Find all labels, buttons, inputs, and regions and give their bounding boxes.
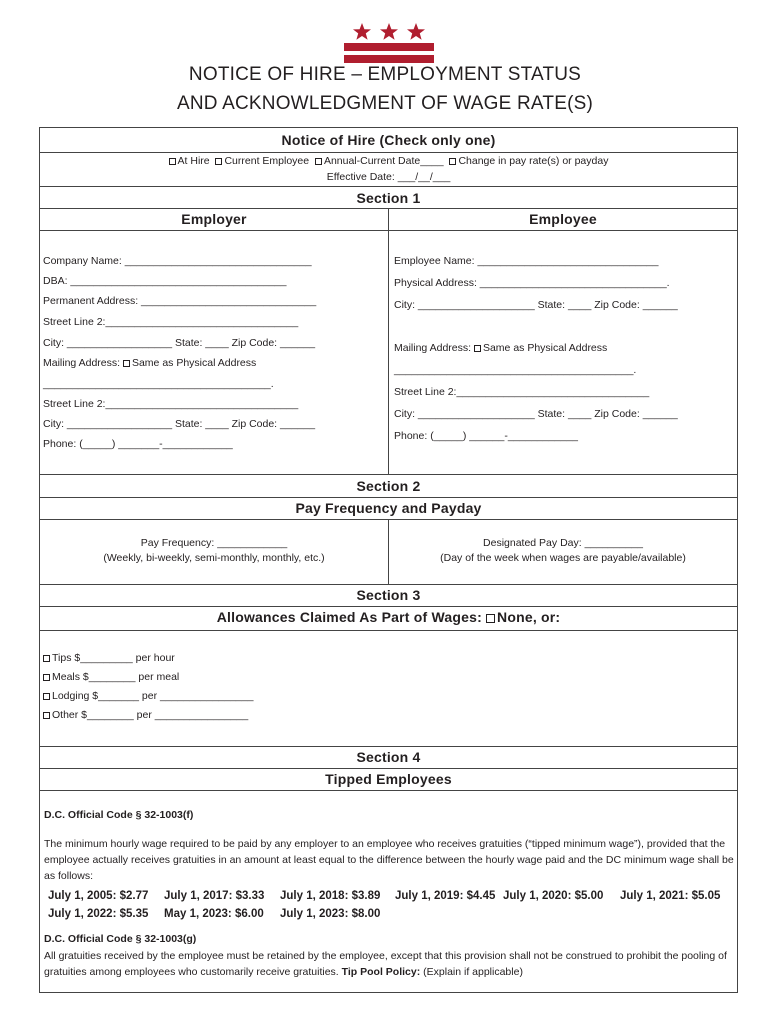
employer-phone-field[interactable]: Phone: (_____) _______-____________ — [43, 438, 233, 450]
designated-pay-day-hint: (Day of the week when wages are payable/available) — [440, 552, 686, 564]
employee-mailing-city-state-zip-field[interactable]: City: ____________________ State: ____ Zip Code: ______ — [394, 408, 678, 420]
permanent-address-field[interactable]: Permanent Address: ______________________________ — [43, 295, 317, 307]
employee-same-as-physical-option[interactable]: Same as Physical Address — [482, 342, 608, 354]
designated-pay-day-field[interactable]: Designated Pay Day: __________ — [483, 537, 643, 549]
checkbox-icon[interactable] — [43, 655, 50, 662]
employee-phone-field[interactable]: Phone: (_____) ______-____________ — [394, 430, 578, 442]
checkbox-icon[interactable] — [215, 158, 222, 165]
wage-rate: July 1, 2005: $2.77 — [48, 890, 149, 902]
pay-frequency-field[interactable]: Pay Frequency: ____________ — [140, 537, 288, 549]
employer-street-line2-field[interactable]: Street Line 2:_________________________________ — [43, 316, 299, 328]
checkbox-icon[interactable] — [43, 674, 50, 681]
wage-rate: July 1, 2022: $5.35 — [48, 908, 149, 920]
employer-header: Employer — [181, 211, 247, 227]
employee-city-state-zip-field[interactable]: City: ____________________ State: ____ Zip Code: ______ — [394, 299, 678, 311]
wage-rate: July 1, 2018: $3.89 — [280, 890, 381, 902]
lodging-allowance[interactable]: Lodging $_______ per ________________ — [43, 690, 253, 702]
checkbox-icon[interactable] — [474, 345, 481, 352]
wage-rate: May 1, 2023: $6.00 — [164, 908, 264, 920]
employee-mailing-line-field[interactable]: _________________________________________. — [394, 364, 637, 376]
allowances-header: Allowances Claimed As Part of Wages: None, or: — [216, 609, 561, 625]
star-icon — [407, 23, 425, 40]
wage-rate: July 1, 2020: $5.00 — [503, 890, 604, 902]
star-icon — [353, 23, 371, 40]
wage-rate: July 1, 2017: $3.33 — [164, 890, 265, 902]
document-title-line1: NOTICE OF HIRE – EMPLOYMENT STATUS — [188, 64, 582, 85]
effective-date-field[interactable]: Effective Date: ___/__/___ — [326, 171, 451, 183]
dba-field[interactable]: DBA: _____________________________________ — [43, 275, 287, 287]
gratuities-paragraph: All gratuities received by the employee must be retained by the employee, except that this provision shall not be construed to prohibit the pooling of gratuities among employees who customarily receive gratuities. Tip Pool Policy: (Explain if applicable) — [44, 950, 727, 978]
section4-header: Section 4 — [356, 749, 421, 765]
tipped-employees-header: Tipped Employees — [325, 771, 452, 787]
notice-form — [39, 127, 738, 993]
option-at-hire[interactable]: At Hire — [169, 155, 210, 167]
pay-frequency-hint: (Weekly, bi-weekly, semi-monthly, monthly, etc.) — [103, 552, 325, 564]
employee-header: Employee — [529, 211, 597, 227]
checkbox-icon[interactable] — [123, 360, 130, 367]
employer-mailing-city-state-zip-field[interactable]: City: __________________ State: ____ Zip Code: ______ — [43, 418, 316, 430]
wage-rate: July 1, 2023: $8.00 — [280, 908, 381, 920]
employer-mailing-line-field[interactable]: _______________________________________. — [43, 378, 274, 390]
employee-mailing-address: Mailing Address: Same as Physical Address — [394, 342, 608, 354]
star-icon — [380, 23, 398, 40]
checkbox-icon[interactable] — [169, 158, 176, 165]
same-as-physical-option[interactable]: Same as Physical Address — [131, 357, 257, 369]
document-title-line2: AND ACKNOWLEDGMENT OF WAGE RATE(S) — [176, 93, 594, 114]
employer-mailing-address: Mailing Address: Same as Physical Address — [43, 357, 257, 369]
checkbox-icon[interactable] — [449, 158, 456, 165]
none-option[interactable]: None, or: — [497, 609, 561, 625]
wage-rate: July 1, 2021: $5.05 — [620, 890, 721, 902]
employer-mailing-street-line2-field[interactable]: Street Line 2:_________________________________ — [43, 398, 299, 410]
dc-flag-logo — [344, 22, 434, 64]
checkbox-icon[interactable] — [43, 712, 50, 719]
tip-pool-policy-hint[interactable]: (Explain if applicable) — [423, 966, 523, 978]
other-allowance[interactable]: Other $________ per ________________ — [43, 709, 248, 721]
company-name-field[interactable]: Company Name: ________________________________ — [43, 255, 312, 267]
option-current-employee[interactable]: Current Employee — [215, 155, 309, 167]
section3-header: Section 3 — [356, 587, 421, 603]
notice-header: Notice of Hire (Check only one) — [281, 132, 496, 148]
employer-city-state-zip-field[interactable]: City: __________________ State: ____ Zip Code: ______ — [43, 337, 316, 349]
dc-code-g: D.C. Official Code § 32-1003(g) — [44, 933, 197, 945]
notice-options — [40, 155, 737, 167]
option-annual-current-date[interactable]: Annual-Current Date____ — [315, 155, 444, 167]
checkbox-icon[interactable] — [486, 614, 495, 623]
meals-allowance[interactable]: Meals $________ per meal — [43, 671, 179, 683]
checkbox-icon[interactable] — [43, 693, 50, 700]
employee-name-field[interactable]: Employee Name: _______________________________ — [394, 255, 659, 267]
pay-frequency-header: Pay Frequency and Payday — [295, 500, 482, 516]
section2-header: Section 2 — [356, 478, 421, 494]
tipped-minimum-wage-paragraph: The minimum hourly wage required to be paid by any employer to an employee who receives gratuities (“tipped minimum wage”), provided that the employee actually receives gratuities in an amount at least equal to the difference between the hourly wage paid and the DC minimum wage shall be as follows: — [44, 838, 734, 882]
employee-street-line2-field[interactable]: Street Line 2:_________________________________ — [394, 386, 650, 398]
checkbox-icon[interactable] — [315, 158, 322, 165]
wage-rate: July 1, 2019: $4.45 — [395, 890, 496, 902]
physical-address-field[interactable]: Physical Address: ________________________________. — [394, 277, 670, 289]
tips-allowance[interactable]: Tips $_________ per hour — [43, 652, 175, 664]
dc-code-f: D.C. Official Code § 32-1003(f) — [44, 809, 194, 821]
option-change-pay-rate[interactable]: Change in pay rate(s) or payday — [449, 155, 608, 167]
tip-pool-policy-label: Tip Pool Policy: — [341, 966, 421, 978]
section1-header: Section 1 — [356, 190, 421, 206]
